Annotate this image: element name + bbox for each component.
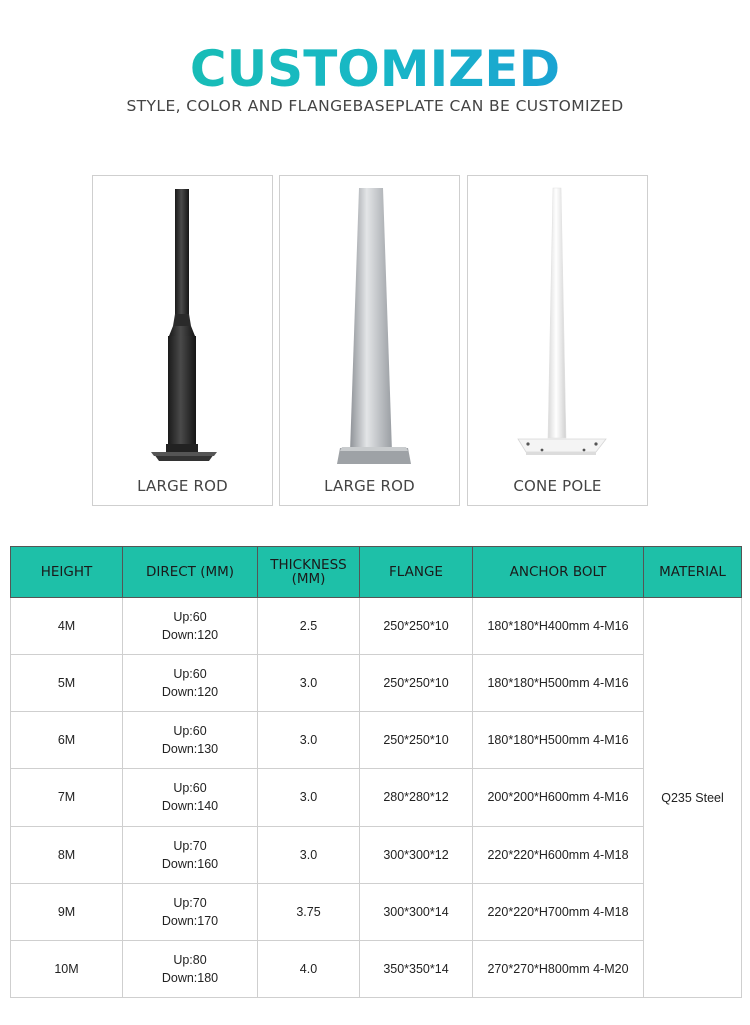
cell-direct (123, 712, 258, 769)
page-subtitle: STYLE, COLOR AND FLANGEBASEPLATE CAN BE CUSTOMIZED (126, 97, 624, 115)
cell-thickness: 3.75 (258, 883, 360, 940)
table-row (11, 712, 742, 769)
direct-down: Down:160 (161, 856, 219, 871)
cell-flange: 250*250*10 (360, 598, 473, 655)
cell-thickness: 3.0 (258, 655, 360, 712)
cell-height: 4M (11, 598, 123, 655)
cell-flange: 250*250*10 (360, 655, 473, 712)
cell-direct (123, 598, 258, 655)
header-anchor-bolt: ANCHOR BOLT (473, 547, 644, 598)
product-card-silver-large-rod (279, 175, 460, 506)
direct-up: Up:70 (173, 895, 207, 910)
table-row (11, 769, 742, 826)
direct-up: Up:70 (173, 838, 207, 853)
direct-down: Down:120 (161, 628, 219, 643)
silver-pole-image (280, 176, 461, 507)
cell-direct (123, 655, 258, 712)
cell-thickness: 3.0 (258, 712, 360, 769)
cell-flange: 350*350*14 (360, 940, 473, 997)
direct-down: Down:170 (161, 913, 219, 928)
cell-flange: 300*300*12 (360, 826, 473, 883)
white-pole-image (468, 176, 649, 507)
cell-height: 10M (11, 940, 123, 997)
cell-flange: 300*300*14 (360, 883, 473, 940)
table-row (11, 826, 742, 883)
product-label: LARGE ROD (137, 477, 228, 495)
page-title: CUSTOMIZED (0, 40, 750, 98)
cell-direct (123, 940, 258, 997)
spec-table (10, 546, 742, 998)
table-row (11, 940, 742, 997)
header-direct: DIRECT (MM) (123, 547, 258, 598)
cell-height: 5M (11, 655, 123, 712)
cell-flange: 280*280*12 (360, 769, 473, 826)
cell-anchor-bolt: 270*270*H800mm 4-M20 (473, 940, 644, 997)
cell-height: 8M (11, 826, 123, 883)
product-label: LARGE ROD (324, 477, 415, 495)
header-material: MATERIAL (644, 547, 742, 598)
table-header-row (11, 547, 742, 598)
cell-direct (123, 826, 258, 883)
direct-down: Down:180 (161, 970, 219, 985)
table-row (11, 598, 742, 655)
direct-down: Down:140 (161, 799, 219, 814)
cell-material: Q235 Steel (644, 598, 742, 998)
cell-direct (123, 769, 258, 826)
cell-anchor-bolt: 200*200*H600mm 4-M16 (473, 769, 644, 826)
header-thickness: THICKNESS (MM) (258, 547, 360, 598)
cell-anchor-bolt: 180*180*H400mm 4-M16 (473, 598, 644, 655)
product-label: CONE POLE (513, 477, 602, 495)
cell-thickness: 3.0 (258, 826, 360, 883)
table-row (11, 655, 742, 712)
cell-flange: 250*250*10 (360, 712, 473, 769)
cell-direct (123, 883, 258, 940)
cell-anchor-bolt: 180*180*H500mm 4-M16 (473, 655, 644, 712)
cell-thickness: 3.0 (258, 769, 360, 826)
cell-anchor-bolt: 220*220*H700mm 4-M18 (473, 883, 644, 940)
direct-down: Down:120 (161, 685, 219, 700)
direct-down: Down:130 (161, 742, 219, 757)
black-pole-image (93, 176, 274, 507)
direct-up: Up:60 (173, 610, 207, 625)
cell-thickness: 2.5 (258, 598, 360, 655)
cell-height: 6M (11, 712, 123, 769)
cell-anchor-bolt: 180*180*H500mm 4-M16 (473, 712, 644, 769)
product-card-white-cone-pole (467, 175, 648, 506)
cell-thickness: 4.0 (258, 940, 360, 997)
direct-up: Up:60 (173, 667, 207, 682)
table-row (11, 883, 742, 940)
cell-anchor-bolt: 220*220*H600mm 4-M18 (473, 826, 644, 883)
cell-height: 9M (11, 883, 123, 940)
header-flange: FLANGE (360, 547, 473, 598)
direct-up: Up:60 (173, 724, 207, 739)
direct-up: Up:60 (173, 781, 207, 796)
header-height: HEIGHT (11, 547, 123, 598)
product-card-black-large-rod (92, 175, 273, 506)
cell-height: 7M (11, 769, 123, 826)
direct-up: Up:80 (173, 952, 207, 967)
